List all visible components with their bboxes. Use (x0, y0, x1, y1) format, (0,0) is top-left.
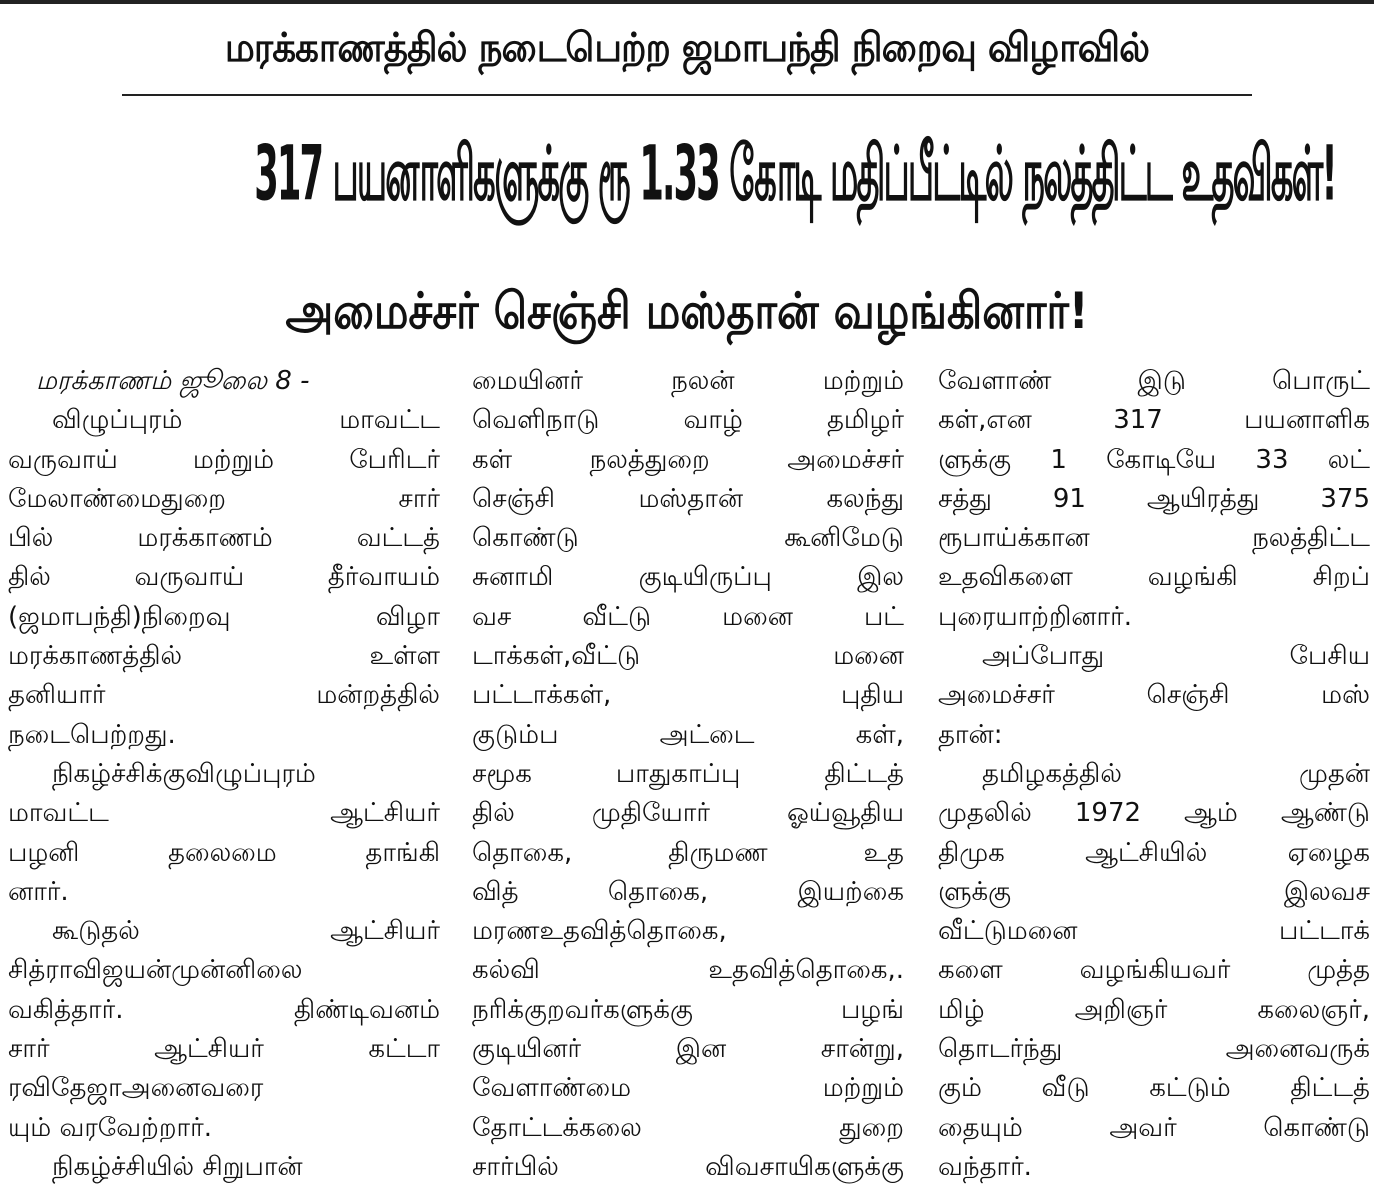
column-line: கொண்டு கூனிமேடு (472, 523, 904, 554)
column-line: நிகழ்ச்சியில் சிறுபான் (52, 1151, 303, 1182)
column-line: மிழ் அறிஞர் கலைஞர், (938, 994, 1370, 1025)
column-line: யும் வரவேற்றார். (8, 1112, 212, 1143)
column-line: சத்து 91 ஆயிரத்து 375 (938, 483, 1370, 514)
column-line: கள் நலத்துறை அமைச்சர் (472, 444, 904, 475)
column-line: டாக்கள்,வீட்டு மனை (472, 641, 904, 672)
column-line: வந்தார். (938, 1151, 1032, 1182)
column-line: சார்பில் விவசாயிகளுக்கு (472, 1151, 904, 1182)
column-line: மாவட்ட ஆட்சியர் (8, 798, 440, 829)
column-line: மையினர் நலன் மற்றும் (472, 366, 904, 396)
column-line: தோட்டக்கலை துறை (472, 1112, 904, 1143)
column-line: சமூக பாதுகாப்பு திட்டத் (472, 758, 904, 789)
column-line: நரிக்குறவர்களுக்கு பழங் (472, 994, 904, 1025)
column-line: ளுக்கு இலவச (938, 876, 1370, 907)
column-line: அமைச்சர் செஞ்சி மஸ் (938, 680, 1370, 711)
column-line: உதவிகளை வழங்கி சிறப் (938, 562, 1370, 593)
column-line: மேலாண்மைதுறை சார் (8, 483, 440, 514)
column-line: விழுப்புரம் மாவட்ட (52, 405, 440, 436)
column-line: தையும் அவர் கொண்டு (938, 1112, 1370, 1143)
kicker-headline: மரக்காணத்தில் நடைபெற்ற ஜமாபந்தி நிறைவு விழாவில் (224, 25, 1150, 71)
column-line: சார் ஆட்சியர் கட்டா (8, 1034, 440, 1065)
article-column-1 (8, 362, 440, 1200)
column-line: வருவாய் மற்றும் பேரிடர் (8, 444, 440, 475)
column-line: பட்டாக்கள், புதிய (472, 680, 904, 711)
column-line: னார். (8, 876, 69, 907)
column-line: அப்போது பேசிய (982, 641, 1370, 672)
column-line: மரணஉதவித்தொகை, (472, 916, 727, 947)
column-line: செஞ்சி மஸ்தான் கலந்து (472, 483, 904, 514)
column-line: கள்,என 317 பயனாளிக (938, 405, 1370, 436)
column-line: ரவிதேஜாஅனைவரை (8, 1073, 264, 1104)
column-line: பழனி தலைமை தாங்கி (8, 837, 440, 868)
dateline: மரக்காணம் ஜூலை 8 - (36, 366, 310, 396)
column-line: வகித்தார். திண்டிவனம் (8, 994, 440, 1025)
column-line: வேளாண் இடு பொருட் (938, 366, 1370, 396)
column-line: ரூபாய்க்கான நலத்திட்ட (938, 523, 1370, 554)
column-line: புரையாற்றினார். (938, 601, 1132, 632)
article-column-2 (472, 362, 904, 1200)
column-line: நடைபெற்றது. (8, 719, 176, 750)
column-line: வச வீட்டு மனை பட் (472, 601, 904, 632)
column-line: தான்: (938, 719, 1003, 750)
column-line: கல்வி உதவித்தொகை,. (472, 955, 904, 986)
sub-headline: அமைச்சர் செஞ்சி மஸ்தான் வழங்கினார்! (285, 282, 1089, 340)
column-line: ளுக்கு 1 கோடியே 33 லட் (938, 444, 1370, 475)
column-line: தொகை, திருமண உத (472, 837, 904, 868)
column-line: திமுக ஆட்சியில் ஏழைக (938, 837, 1370, 868)
column-line: பில் மரக்காணம் வட்டத் (8, 523, 440, 554)
column-line: தில் முதியோர் ஓய்வூதிய (472, 798, 904, 829)
column-line: சித்ராவிஜயன்முன்னிலை (8, 955, 303, 986)
column-line: தனியார் மன்றத்தில் (8, 680, 440, 711)
column-line: மரக்காணத்தில் உள்ள (8, 641, 440, 672)
column-line: தமிழகத்தில் முதன் (982, 758, 1370, 789)
column-line: களை வழங்கியவர் முத்த (938, 955, 1370, 986)
article-column-3 (938, 362, 1370, 1200)
column-line: நிகழ்ச்சிக்குவிழுப்புரம் (52, 758, 316, 789)
column-line: முதலில் 1972 ஆம் ஆண்டு (938, 798, 1370, 829)
column-line: குடும்ப அட்டை கள், (472, 719, 904, 750)
column-line: வேளாண்மை மற்றும் (472, 1073, 904, 1104)
column-line: வீட்டுமனை பட்டாக் (938, 916, 1370, 947)
column-line: கும் வீடு கட்டும் திட்டத் (938, 1073, 1370, 1104)
column-line: வித் தொகை, இயற்கை (472, 876, 904, 907)
column-line: (ஜமாபந்தி)நிறைவு விழா (8, 601, 440, 632)
column-line: வெளிநாடு வாழ் தமிழர் (472, 405, 904, 436)
column-line: சுனாமி குடியிருப்பு இல (472, 562, 904, 593)
column-line: தில் வருவாய் தீர்வாயம் (8, 562, 440, 593)
column-line: கூடுதல் ஆட்சியர் (52, 916, 440, 947)
column-line: தொடர்ந்து அனைவருக் (938, 1034, 1370, 1065)
main-headline: 317 பயனாளிகளுக்கு ரூ 1.33 கோடி மதிப்பீட்டில் நலத்திட்ட உதவிகள்! (254, 130, 1336, 219)
column-line: குடியினர் இன சான்று, (472, 1034, 904, 1065)
top-rule (0, 0, 1374, 4)
